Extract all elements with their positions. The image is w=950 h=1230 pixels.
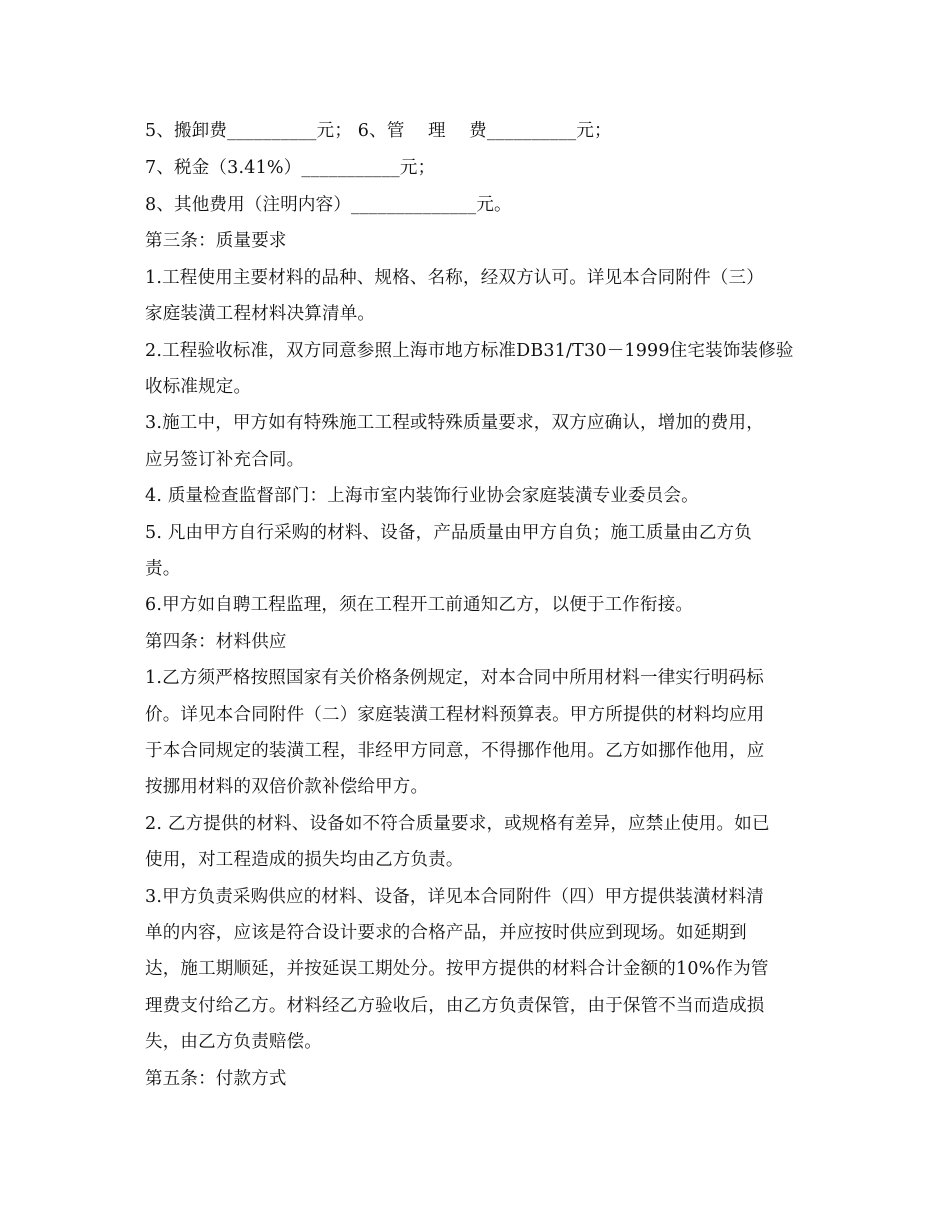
paragraph-line: 达，施工期顺延，并按延误工期处分。按甲方提供的材料合计金额的10%作为管: [145, 959, 769, 979]
paragraph-line: 应另签订补充合同。: [145, 450, 305, 470]
paragraph-line: 2.工程验收标准，双方同意参照上海市地方标准DB31/T30－1999住宅装饰装修验: [145, 341, 794, 361]
paragraph-line: 5. 凡由甲方自行采购的材料、设备，产品质量由甲方自负；施工质量由乙方负: [145, 523, 752, 543]
section-heading-quality: 第三条：质量要求: [145, 231, 287, 251]
paragraph-line: 使用，对工程造成的损失均由乙方负责。: [145, 850, 464, 870]
paragraph-line: 收标准规定。: [145, 377, 252, 397]
paragraph-line: 2. 乙方提供的材料、设备如不符合质量要求，或规格有差异，应禁止使用。如已: [145, 814, 770, 834]
paragraph-line: 3.甲方负责采购供应的材料、设备，详见本合同附件（四）甲方提供装潢材料清: [145, 887, 764, 907]
paragraph-line: 按挪用材料的双倍价款补偿给甲方。: [145, 777, 429, 797]
paragraph-line: 6.甲方如自聘工程监理，须在工程开工前通知乙方，以便于工作衔接。: [145, 595, 694, 615]
paragraph-line: 于本合同规定的装潢工程，非经甲方同意，不得挪作他用。乙方如挪作他用，应: [145, 741, 765, 761]
paragraph-line: 失，由乙方负责赔偿。: [145, 1032, 322, 1052]
paragraph-line: 责。: [145, 559, 181, 579]
section-heading-payment: 第五条：付款方式: [145, 1069, 287, 1089]
section-heading-materials: 第四条：材料供应: [145, 632, 287, 652]
fee-line-other: 8、其他费用（注明内容）______________元。: [145, 195, 512, 215]
paragraph-line: 家庭装潢工程材料决算清单。: [145, 304, 376, 324]
fee-line-tax: 7、税金（3.41%）___________元；: [145, 158, 436, 178]
fee-line-handling-management: 5、搬卸费__________元； 6、管 理 费__________元；: [145, 121, 612, 141]
paragraph-line: 1.乙方须严格按照国家有关价格条例规定，对本合同中所用材料一律实行明码标: [145, 668, 764, 688]
paragraph-line: 4. 质量检查监督部门：上海市室内装饰行业协会家庭装潢专业委员会。: [145, 486, 699, 506]
paragraph-line: 单的内容，应该是符合设计要求的合格产品，并应按时供应到现场。如延期到: [145, 923, 747, 943]
paragraph-line: 理费支付给乙方。材料经乙方验收后，由乙方负责保管，由于保管不当而造成损: [145, 996, 765, 1016]
paragraph-line: 1.工程使用主要材料的品种、规格、名称，经双方认可。详见本合同附件（三）: [145, 268, 764, 288]
paragraph-line: 3.施工中，甲方如有特殊施工工程或特殊质量要求，双方应确认，增加的费用，: [145, 413, 764, 433]
paragraph-line: 价。详见本合同附件（二）家庭装潢工程材料预算表。甲方所提供的材料均应用: [145, 705, 765, 725]
